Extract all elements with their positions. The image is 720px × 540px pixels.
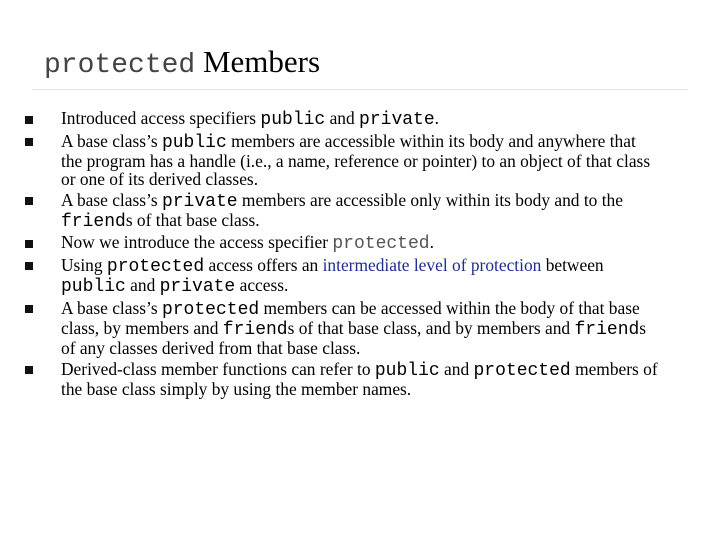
- square-bullet-icon: [25, 138, 33, 146]
- bullet-item: [0, 360, 661, 398]
- bullet-text: s of that base class.: [125, 209, 260, 230]
- code-keyword: protected: [473, 360, 571, 381]
- bullet-text: .: [434, 108, 440, 128]
- bullet-text: between: [541, 254, 604, 275]
- bullet-item: [0, 109, 661, 129]
- bullet-text: s of any classes derived from that base class.: [61, 317, 647, 359]
- square-bullet-icon: [25, 197, 33, 205]
- code-keyword: protected: [332, 234, 430, 255]
- code-keyword: public: [61, 277, 126, 298]
- square-bullet-icon: [25, 366, 33, 374]
- bullet-text: and: [125, 275, 160, 296]
- bullet-item: [0, 256, 661, 296]
- code-keyword: friend: [222, 319, 288, 340]
- bullet-list: [0, 109, 720, 401]
- code-keyword: public: [260, 110, 326, 130]
- bullet-text: members can be accessed within the body of that base class, by members and: [61, 297, 640, 338]
- bullet-item: [0, 299, 661, 358]
- code-keyword: friend: [574, 319, 640, 340]
- bullet-text: members are accessible within its body and anywhere that the program has a handle (i.e., a name, reference or pointer) to an object of that class or one of its derived classes.: [61, 130, 651, 189]
- bullet-item: [0, 191, 661, 231]
- code-keyword: private: [159, 277, 236, 298]
- code-keyword: private: [359, 110, 435, 130]
- bullet-text: members of the base class simply by using the member names.: [61, 358, 658, 399]
- bullet-text: and: [325, 108, 360, 128]
- code-keyword: friend: [61, 211, 126, 232]
- bullet-item: [0, 233, 661, 253]
- square-bullet-icon: [25, 240, 33, 248]
- emphasis-text: intermediate level of protection: [322, 254, 542, 275]
- bullet-text: members are accessible only within its body and to the: [237, 189, 623, 210]
- slide-title-text: Members: [202, 44, 321, 79]
- bullet-text: Using: [61, 254, 107, 275]
- code-keyword: private: [161, 191, 238, 212]
- square-bullet-icon: [25, 305, 33, 313]
- code-keyword: public: [374, 360, 440, 381]
- square-bullet-icon: [25, 262, 33, 270]
- bullet-text: A base class’s: [61, 297, 162, 318]
- bullet-text: and: [439, 358, 474, 379]
- bullet-text: access.: [235, 275, 289, 296]
- code-keyword: protected: [106, 256, 205, 277]
- slide-title: [44, 40, 320, 88]
- bullet-text: Derived-class member functions can refer to: [61, 358, 375, 379]
- bullet-text: Introduced access specifiers: [61, 108, 261, 128]
- bullet-text: Now we introduce the access specifier: [61, 232, 333, 253]
- slide-title-code: protected: [44, 50, 196, 81]
- bullet-text: access offers an: [204, 254, 323, 275]
- bullet-text: .: [429, 232, 434, 253]
- code-keyword: protected: [161, 299, 260, 320]
- bullet-text: s of that base class, and by members and: [287, 317, 575, 338]
- code-keyword: public: [161, 132, 227, 153]
- bullet-text: A base class’s: [61, 130, 162, 151]
- title-divider: [32, 89, 688, 90]
- bullet-text: A base class’s: [61, 189, 162, 210]
- square-bullet-icon: [25, 116, 33, 124]
- bullet-item: [0, 132, 661, 189]
